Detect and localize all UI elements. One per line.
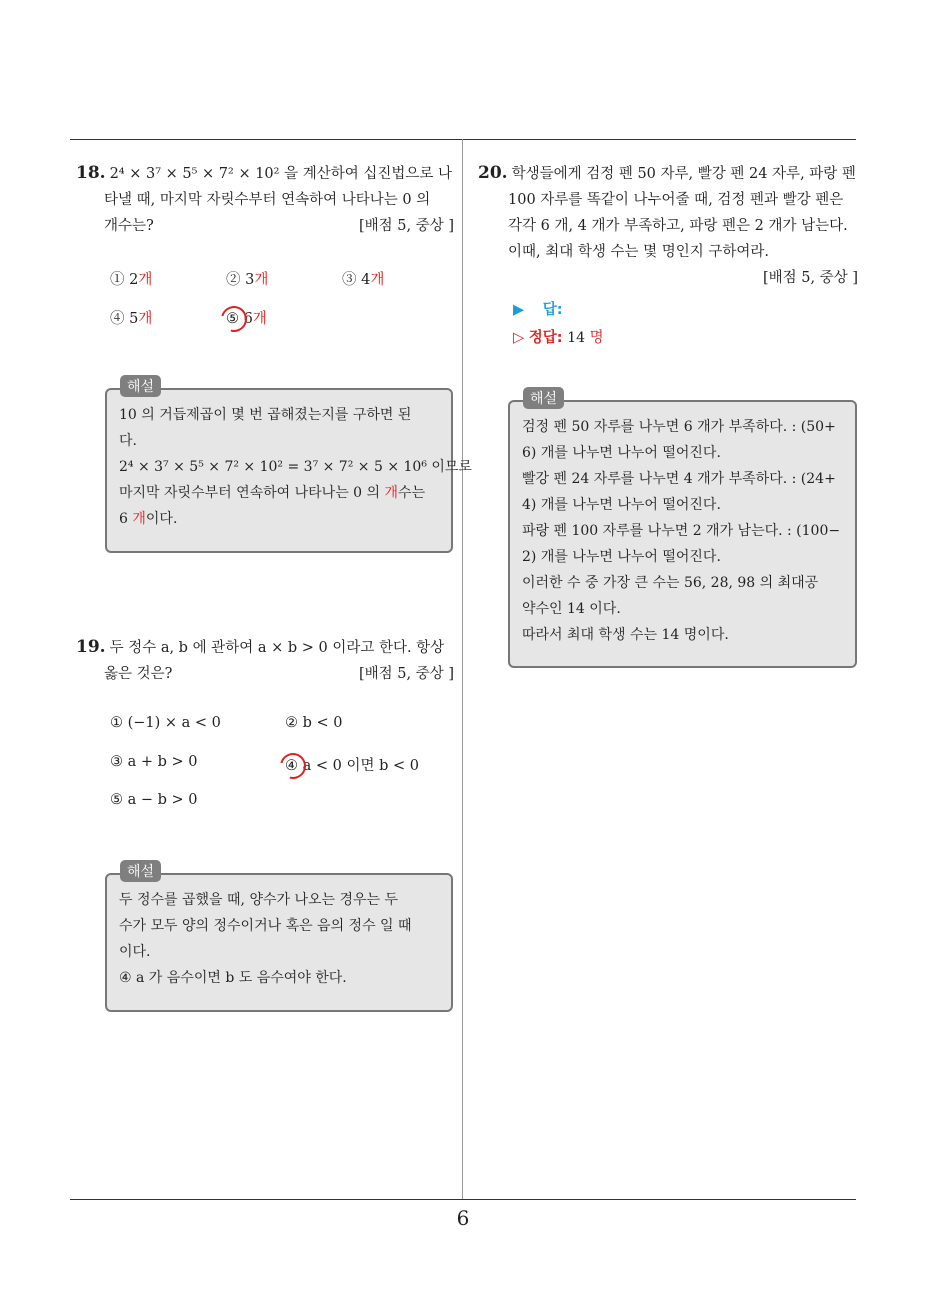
explanation-text: 이다. bbox=[145, 511, 178, 527]
question-meta: [배점 5, 중상 ] bbox=[358, 218, 454, 234]
explanation-line: 4) 개를 나누면 나누어 떨어진다. bbox=[522, 497, 721, 513]
explanation-line: ④ a 가 음수이면 b 도 음수여야 한다. bbox=[119, 970, 347, 986]
question-text: 100 자루를 똑같이 나누어줄 때, 검정 펜과 빨강 펜은 bbox=[508, 192, 844, 208]
question-text: 학생들에게 검정 펜 50 자루, 빨강 펜 24 자루, 파랑 펜 bbox=[511, 166, 856, 182]
bottom-rule bbox=[70, 1199, 856, 1200]
option-text: 4 bbox=[356, 272, 371, 288]
outline-play-arrow-icon: ▷ bbox=[513, 330, 525, 346]
question-text: 2⁴ × 3⁷ × 5⁵ × 7² × 10² 을 계산하여 십진법으로 나 bbox=[109, 166, 452, 182]
option-5[interactable] bbox=[110, 792, 198, 808]
explanation-box bbox=[508, 400, 857, 668]
explanation-box bbox=[105, 873, 453, 1012]
option-text: a + b > 0 bbox=[123, 754, 198, 770]
explanation-box bbox=[105, 388, 472, 553]
explanation-line: 이러한 수 중 가장 큰 수는 56, 28, 98 의 최대공 bbox=[522, 575, 819, 591]
explanation-line: 이다. bbox=[119, 944, 151, 960]
option-unit: 개 bbox=[252, 311, 267, 327]
explanation-label: 해설 bbox=[120, 375, 161, 397]
explanation-label: 해설 bbox=[120, 860, 161, 882]
option-4-selected[interactable] bbox=[285, 754, 419, 775]
option-text: (−1) × a < 0 bbox=[123, 715, 221, 731]
option-1[interactable] bbox=[110, 268, 152, 289]
correct-answer-row bbox=[513, 326, 604, 347]
explanation-line: 6) 개를 나누면 나누어 떨어진다. bbox=[522, 445, 721, 461]
explanation-line: 2) 개를 나누면 나누어 떨어진다. bbox=[522, 549, 721, 565]
option-2[interactable] bbox=[226, 268, 268, 289]
explanation-line: 파랑 펜 100 자루를 나누면 2 개가 남는다. : (100− bbox=[522, 523, 841, 539]
correct-answer-label: 정답: bbox=[528, 330, 563, 346]
explanation-line: 빨강 펜 24 자루를 나누면 4 개가 부족하다. : (24+ bbox=[522, 471, 836, 487]
page-number: 6 bbox=[456, 1206, 470, 1230]
question-text: 각각 6 개, 4 개가 부족하고, 파랑 펜은 2 개가 남는다. bbox=[508, 218, 848, 234]
question-text: 두 정수 a, b 에 관하여 a × b > 0 이라고 한다. 항상 bbox=[109, 640, 445, 656]
top-rule bbox=[70, 139, 856, 140]
question-20 bbox=[478, 160, 858, 291]
option-3[interactable] bbox=[342, 268, 384, 289]
answer-label: 답: bbox=[542, 302, 563, 318]
correct-answer-unit: 명 bbox=[589, 330, 604, 346]
option-unit: 개 bbox=[138, 272, 153, 288]
question-18 bbox=[76, 160, 454, 239]
question-text: 개수는? bbox=[104, 218, 154, 234]
option-mark: ① bbox=[110, 272, 125, 288]
explanation-line: 10 의 거듭제곱이 몇 번 곱해졌는지를 구하면 된 bbox=[119, 407, 412, 423]
explanation-line bbox=[119, 480, 439, 506]
question-19-line2 bbox=[76, 661, 454, 687]
option-2[interactable] bbox=[285, 715, 342, 731]
option-5-selected[interactable] bbox=[226, 307, 267, 328]
explanation-text: 수는 bbox=[398, 485, 426, 501]
option-text: 5 bbox=[124, 311, 139, 327]
explanation-line: 두 정수를 곱했을 때, 양수가 나오는 경우는 두 bbox=[119, 892, 399, 908]
question-18-line1 bbox=[76, 160, 454, 187]
play-arrow-icon: ▶ bbox=[513, 302, 525, 318]
option-text: a < 0 이면 b < 0 bbox=[298, 758, 419, 774]
explanation-line: 수가 모두 양의 정수이거나 혹은 음의 정수 일 때 bbox=[119, 918, 412, 934]
column-divider bbox=[462, 139, 463, 1200]
option-unit: 개 bbox=[138, 311, 153, 327]
question-19-line1 bbox=[76, 634, 454, 661]
option-1[interactable] bbox=[110, 715, 221, 731]
option-mark: ⑤ bbox=[110, 792, 123, 808]
highlight-text: 개 bbox=[384, 485, 399, 501]
question-text: 옳은 것은? bbox=[104, 666, 173, 682]
option-text: 2 bbox=[124, 272, 139, 288]
option-mark: ① bbox=[110, 715, 123, 731]
option-unit: 개 bbox=[254, 272, 269, 288]
question-meta: [배점 5, 중상 ] bbox=[358, 666, 454, 682]
selected-answer-circle-icon: ⑤ bbox=[226, 311, 239, 327]
question-text: 타낼 때, 마지막 자릿수부터 연속하여 나타나는 0 의 bbox=[104, 192, 431, 208]
answer-row bbox=[513, 298, 563, 319]
explanation-line: 2⁴ × 3⁷ × 5⁵ × 7² × 10² = 3⁷ × 7² × 5 × 10⁶ 이므로 bbox=[119, 459, 472, 475]
option-text: 6 bbox=[239, 311, 253, 327]
explanation-line: 검정 펜 50 자루를 나누면 6 개가 부족하다. : (50+ bbox=[522, 419, 836, 435]
option-mark: ② bbox=[285, 715, 298, 731]
highlight-text: 개 bbox=[132, 511, 146, 527]
question-number: 19. bbox=[76, 637, 106, 657]
option-4[interactable] bbox=[110, 307, 152, 328]
option-text: b < 0 bbox=[298, 715, 343, 731]
explanation-line: 다. bbox=[119, 433, 137, 449]
question-19 bbox=[76, 634, 454, 687]
explanation-line bbox=[119, 506, 439, 532]
option-mark: ④ bbox=[110, 311, 125, 327]
question-number: 20. bbox=[478, 163, 508, 183]
explanation-line: 약수인 14 이다. bbox=[522, 601, 621, 617]
option-text: a − b > 0 bbox=[123, 792, 198, 808]
option-unit: 개 bbox=[370, 272, 385, 288]
option-text: 3 bbox=[240, 272, 255, 288]
question-number: 18. bbox=[76, 163, 106, 183]
question-text: 이때, 최대 학생 수는 몇 명인지 구하여라. bbox=[508, 244, 769, 260]
question-18-line3 bbox=[76, 213, 454, 239]
explanation-label: 해설 bbox=[523, 387, 564, 409]
selected-answer-circle-icon: ④ bbox=[285, 758, 298, 774]
question-20-line1 bbox=[478, 160, 858, 187]
option-mark: ③ bbox=[110, 754, 123, 770]
explanation-text: 마지막 자릿수부터 연속하여 나타나는 0 의 bbox=[119, 485, 385, 501]
explanation-line: 따라서 최대 학생 수는 14 명이다. bbox=[522, 627, 729, 643]
option-mark: ② bbox=[226, 272, 241, 288]
correct-answer-value: 14 bbox=[567, 330, 586, 346]
option-mark: ③ bbox=[342, 272, 357, 288]
option-3[interactable] bbox=[110, 754, 198, 770]
question-meta: [배점 5, 중상 ] bbox=[762, 270, 858, 286]
explanation-text: 6 bbox=[119, 511, 133, 527]
